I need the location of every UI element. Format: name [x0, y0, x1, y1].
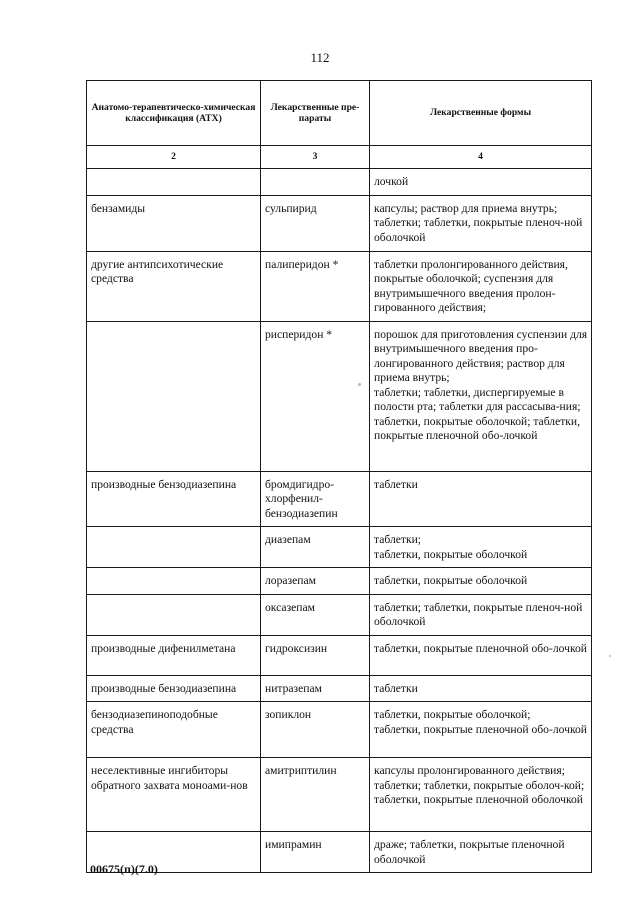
drug-name-cell: амитриптилин	[261, 758, 370, 832]
atx-classification-cell	[87, 169, 261, 196]
table-row	[87, 758, 592, 832]
atx-classification-cell: неселективные ингибиторы обратного захвата моноами-нов	[87, 758, 261, 832]
drug-name-cell: оксазепам	[261, 594, 370, 635]
dosage-forms-cell: таблетки; таблетки, покрытые оболочкой	[370, 527, 592, 568]
table-row	[87, 169, 592, 196]
drug-name-cell: лоразепам	[261, 568, 370, 595]
document-code: 00675(п)(7.0)	[90, 862, 158, 876]
drug-name-cell	[261, 169, 370, 196]
atx-classification-cell: производные бензодиазепина	[87, 675, 261, 702]
drug-name-cell: гидроксизин	[261, 635, 370, 675]
table-row	[87, 568, 592, 595]
table-row	[87, 594, 592, 635]
column-number: 2	[87, 146, 261, 169]
atx-classification-cell	[87, 527, 261, 568]
atx-classification-cell	[87, 568, 261, 595]
drug-name-cell: нитразепам	[261, 675, 370, 702]
atx-classification-cell	[87, 594, 261, 635]
column-number-row	[87, 146, 592, 169]
table-row	[87, 471, 592, 527]
header-forms: Лекарственные формы	[370, 81, 592, 146]
atx-classification-cell: бензодиазепиноподобные средства	[87, 702, 261, 758]
table-row	[87, 195, 592, 251]
atx-classification-cell: производные бензодиазепина	[87, 471, 261, 527]
dosage-forms-cell: капсулы пролонгированного действия; таблетки; таблетки, покрытые оболоч-кой; таблетки, покрытые пленочной оболочкой	[370, 758, 592, 832]
drug-name-cell: диазепам	[261, 527, 370, 568]
table-row	[87, 251, 592, 321]
table-row	[87, 321, 592, 471]
table-body	[87, 169, 592, 873]
table-header-row	[87, 81, 592, 146]
drug-name-cell: сульпирид	[261, 195, 370, 251]
dosage-forms-cell: таблетки	[370, 471, 592, 527]
dosage-forms-cell: таблетки	[370, 675, 592, 702]
dosage-forms-cell: драже; таблетки, покрытые пленочной оболочкой	[370, 832, 592, 873]
dosage-forms-cell: капсулы; раствор для приема внутрь; таблетки; таблетки, покрытые пленоч-ной оболочкой	[370, 195, 592, 251]
drug-name-cell: рисперидон *	[261, 321, 370, 471]
scan-speck	[358, 383, 361, 386]
table-row	[87, 832, 592, 873]
atx-classification-cell: производные дифенилметана	[87, 635, 261, 675]
atx-drug-table	[86, 80, 592, 873]
dosage-forms-cell: лочкой	[370, 169, 592, 196]
dosage-forms-cell: таблетки; таблетки, покрытые пленоч-ной оболочкой	[370, 594, 592, 635]
atx-classification-cell: бензамиды	[87, 195, 261, 251]
page-number: 112	[310, 50, 330, 65]
dosage-forms-cell: таблетки, покрытые пленочной обо-лочкой	[370, 635, 592, 675]
atx-classification-cell: другие антипсихотические средства	[87, 251, 261, 321]
drug-name-cell: зопиклон	[261, 702, 370, 758]
dosage-forms-cell: таблетки, покрытые оболочкой	[370, 568, 592, 595]
dosage-forms-cell: таблетки, покрытые оболочкой; таблетки, покрытые пленочной обо-лочкой	[370, 702, 592, 758]
scan-speck	[609, 655, 611, 657]
column-number: 3	[261, 146, 370, 169]
column-number: 4	[370, 146, 592, 169]
header-drugs: Лекарственные пре-параты	[261, 81, 370, 146]
table-row	[87, 635, 592, 675]
dosage-forms-cell: таблетки пролонгированного действия, покрытые оболочкой; суспензия для внутримышечного введения пролон-гированного действия;	[370, 251, 592, 321]
drug-name-cell: палиперидон *	[261, 251, 370, 321]
header-atx: Анатомо-терапевтическо-химическая классификация (АТХ)	[87, 81, 261, 146]
table-row	[87, 527, 592, 568]
drug-name-cell: бромдигидро-хлорфенил-бензодиазепин	[261, 471, 370, 527]
table-row	[87, 675, 592, 702]
table-row	[87, 702, 592, 758]
dosage-forms-cell: порошок для приготовления суспензии для внутримышечного введения про-лонгированного действия; раствор для приема внутрь; таблетки; таблетки, диспергируемые в полости рта; таблетки для рассасыва-ния; таблетки, покрытые оболочкой; таблетки, покрытые пленочной обо-лочкой	[370, 321, 592, 471]
atx-classification-cell	[87, 321, 261, 471]
drug-name-cell: имипрамин	[261, 832, 370, 873]
